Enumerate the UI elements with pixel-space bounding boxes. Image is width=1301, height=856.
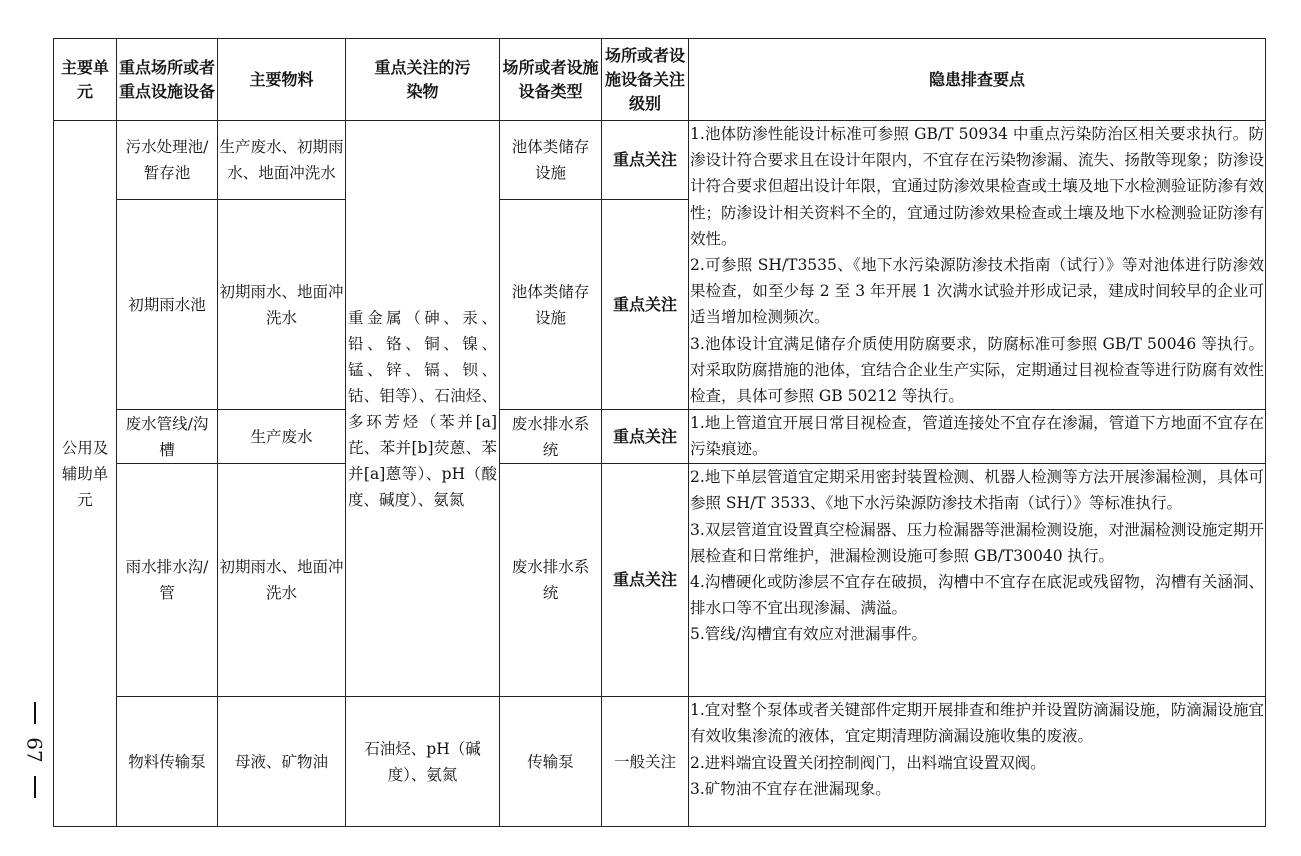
header-level: 场所或者设施设备关注级别 [602,39,689,121]
point-item: 1.池体防渗性能设计标准可参照 GB/T 50934 中重点污染防治区相关要求执行。防渗设计符合要求且在设计年限内，不宜存在污染物渗漏、流失、扬散等现象；防渗设计符合要求但超出设计年限，宜通过防渗效果检查或土壤及地下水检测验证防渗有效性；防渗设计相关资料不全的，宜通过防渗效果检查或土壤及地下水检测验证防渗有效性。 [690,125,1264,248]
header-material: 主要物料 [218,39,346,121]
table-row [54,121,1266,200]
level-cell: 一般关注 [602,697,689,827]
material-cell: 初期雨水、地面冲洗水 [218,200,346,410]
header-pollutant: 重点关注的污染物 [346,39,500,121]
page-number-text: 67 [22,737,47,763]
facility-cell: 雨水排水沟/管 [117,464,218,697]
points-cell-pipe-top [689,410,1266,464]
material-cell: 生产废水、初期雨水、地面冲洗水 [218,121,346,200]
table-row [54,697,1266,827]
material-cell: 初期雨水、地面冲洗水 [218,464,346,697]
header-row [54,39,1266,121]
point-item: 3.池体设计宜满足储存介质使用防腐要求，防腐标准可参照 GB/T 50046 等执行。对采取防腐措施的池体，宜结合企业生产实际，定期通过目视检查等进行防腐有效性检查，具体可参照 GB 50212 等执行。 [690,334,1264,406]
point-item: 3.矿物油不宜存在泄漏现象。 [690,779,891,798]
points-cell-pump [689,697,1266,827]
type-cell: 废水排水系统 [500,410,602,464]
point-item: 5.管线/沟槽宜有效应对泄漏事件。 [690,625,928,644]
points-cell-pool [689,121,1266,410]
inspection-table [53,38,1266,827]
pollutant-cell: 重金属（砷、汞、铅、铬、铜、镍、锰、锌、镉、钡、钴、钼等）、石油烃、多环芳烃（苯并[a]芘、苯并[b]荧蒽、苯并[a]蒽等）、pH（酸度、碱度）、氨氮 [346,121,500,697]
facility-cell: 废水管线/沟槽 [117,410,218,464]
page-number-dash [34,776,36,798]
point-item: 1.地上管道宜开展日常目视检查，管道连接处不宜存在渗漏，管道下方地面不宜存在污染痕迹。 [690,414,1264,459]
level-cell: 重点关注 [602,464,689,697]
point-item: 2.进料端宜设置关闭控制阀门，出料端宜设置双阀。 [690,753,1046,772]
facility-cell: 初期雨水池 [117,200,218,410]
type-cell: 废水排水系统 [500,464,602,697]
point-item: 4.沟槽硬化或防渗层不宜存在破损，沟槽中不宜存在底泥或残留物，沟槽有关涵洞、排水口等不宜出现渗漏、满溢。 [690,573,1264,618]
point-item: 3.双层管道宜设置真空检漏器、压力检漏器等泄漏检测设施，对泄漏检测设施定期开展检查和日常维护，泄漏检测设施可参照 GB/T30040 执行。 [690,520,1264,565]
point-item: 2.可参照 SH/T3535、《地下水污染源防渗技术指南（试行）》等对池体进行防渗效果检查，如至少每 2 至 3 年开展 1 次满水试验并形成记录，建成时间较早的企业可适当增加检测频次。 [690,256,1264,327]
table-row [54,410,1266,464]
type-cell: 传输泵 [500,697,602,827]
level-cell: 重点关注 [602,200,689,410]
material-cell: 生产废水 [218,410,346,464]
table-row [54,464,1266,697]
header-unit: 主要单元 [54,39,117,121]
header-points: 隐患排查要点 [689,39,1266,121]
point-item: 1.宜对整个泵体或者关键部件定期开展排查和维护并设置防滴漏设施，防滴漏设施宜有效收集渗流的液体，宜定期清理防滴漏设施收集的废液。 [690,701,1264,746]
unit-cell: 公用及辅助单元 [54,121,117,827]
header-facility: 重点场所或者重点设施设备 [117,39,218,121]
level-cell: 重点关注 [602,121,689,200]
material-cell: 母液、矿物油 [218,697,346,827]
facility-cell: 物料传输泵 [117,697,218,827]
point-item: 2.地下单层管道宜定期采用密封装置检测、机器人检测等方法开展渗漏检测，具体可参照 SH/T 3533、《地下水污染源防渗技术指南（试行）》等标准执行。 [690,468,1264,513]
header-type: 场所或者设施设备类型 [500,39,602,121]
points-cell-pipe-bottom [689,464,1266,697]
facility-cell: 污水处理池/暂存池 [117,121,218,200]
level-cell: 重点关注 [602,410,689,464]
type-cell: 池体类储存设施 [500,200,602,410]
page-number [10,702,60,800]
pollutant-cell: 石油烃、pH（碱度）、氨氮 [346,697,500,827]
page-number-dash [34,702,36,724]
type-cell: 池体类储存设施 [500,121,602,200]
